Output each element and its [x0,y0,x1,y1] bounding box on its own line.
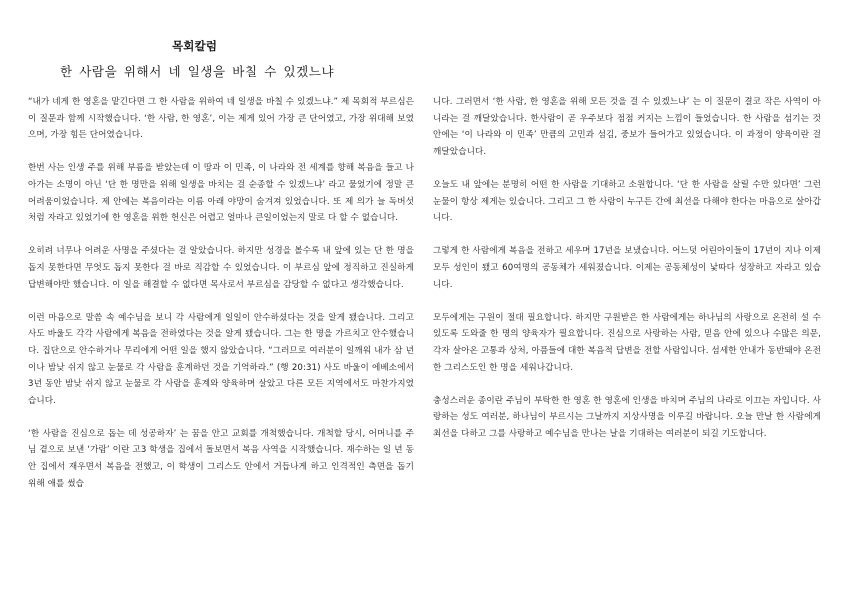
paragraph: 그렇게 한 사람에게 복음을 전하고 세우며 17년을 보냈습니다. 어느덧 어린아이들이 17년이 지나 이제 모두 성인이 됐고 60여명의 공동체가 세워졌습니다. 이제는 공동체성이 낯따다 성장하고 자라고 있습니다. [433,246,821,290]
right-column [433,94,821,442]
left-column [28,94,414,492]
paragraph: 이런 마음으로 말씀 속 예수님을 보니 각 사람에게 일일이 안수하셨다는 것을 알게 됐습니다. 그리고 사도 바울도 각각 사람에게 복음을 전하였다는 것을 알게 됐습니다. 그는 한 명을 가르치고 안수했습니다. 집단으로 안수하거나 무리에게 어떤 일을 했지 않았습니다. “그러므로 여러분이 일깨워 내가 삼 년이나 밤낮 쉬지 않고 눈물로 각 사람을 훈계하던 것을 기억하라.” (행 20:31) 사도 바울이 에베소에서 3년 동안 밤낮 쉬지 않고 눈물로 각 사람을 훈계와 양육하며 살았고 다른 모든 지역에서도 마찬가지였습니다. [28,312,414,406]
paragraph: 모두에게는 구원이 절대 필요합니다. 하지만 구원받은 한 사람에게는 하나님의 사랑으로 온전히 설 수 있도록 도와줄 한 명의 양육자가 필요합니다. 진심으로 사랑하는 사람, 믿음 안에 있으나 수많은 의문, 각자 살아온 고통과 상처, 아픔들에 대한 복음적 답변을 전할 사람입니다. 섬세한 안내가 동반돼야 온전한 그리스도인 한 명을 세워나갑니다. [433,312,821,373]
paragraph: “내가 네게 한 영혼을 맡긴다면 그 한 사람을 위하여 네 일생을 바칠 수 있겠느냐.” 제 목회적 부르심은 이 질문과 함께 시작했습니다. ‘한 사람, 한 영혼’, 이는 제게 있어 가장 큰 단어였고, 가장 위대해 보였으며, 가장 힘든 단어였습니다. [28,97,414,141]
paragraph: 오히려 너무나 어려운 사명을 주셨다는 걸 알았습니다. 하지만 성경을 볼수록 내 앞에 있는 단 한 명을 돕지 못한다면 무엇도 돕지 못한다 걸 바로 직감할 수 있었습니다. 이 부르심 앞에 정직하고 진실하게 답변해야만 했습니다. 이 일을 해결할 수 없다면 목사로서 부르심을 감당할 수 없다고 생각했습니다. [28,246,414,290]
paragraph: ‘한 사람을 진심으로 돕는 데 성공하자’ 는 꿈을 안고 교회를 개척했습니다. 개척할 당시, 어머니를 주님 곁으로 보낸 ‘가람’ 이란 고3 학생을 집에서 돌보면서 복음 사역을 시작했습니다. 재수하는 일 년 동안 집에서 재우면서 복음을 전했고, 이 학생이 그리스도 안에서 거듭나게 하고 인격적인 측면을 돕기 위해 애를 썼습 [28,428,414,489]
page-title: 한 사람을 위해서 네 일생을 바칠 수 있겠느냐 [60,64,335,79]
paragraph: 한번 사는 인생 주를 위해 부름을 받았는데 이 땅과 이 민족, 이 나라와 전 세계를 향해 복음을 들고 나아가는 소명이 아닌 ‘단 한 명만을 위해 일생을 바치는 걸 순종할 수 있겠느냐’ 라고 물었기에 정말 큰 어려움이었습니다. 제 안에는 복음이라는 이름 아래 야망이 숨겨져 있었습니다. 또 제 의가 늘 독버섯처럼 자라고 있었기에 한 영혼을 위한 헌신은 어렵고 얼마나 큰일이었는지 말로 다 할 수 없습니다. [28,163,414,224]
paragraph: 오늘도 내 앞에는 분명히 어떤 한 사람을 기대하고 소원합니다. ‘단 한 사람을 살릴 수만 있다면’ 그런 눈물이 항상 제게는 있습니다. 그리고 그 한 사람이 누구든 간에 최선을 다해야 한다는 마음으로 살아갑니다. [433,179,821,224]
paragraph: 충성스러운 종이란 주님이 부탁한 한 영혼 한 영혼에 인생을 바치며 주님의 나라로 이끄는 자입니다. 사랑하는 성도 여러분, 하나님이 부르시는 그날까지 지상사명을 이루길 바랍니다. 오늘 만날 한 사람에게 최선을 다하고 그를 사랑하고 예수님을 만나는 날을 기대하는 여러분이 되길 기도합니다. [433,395,821,439]
section-label: 목회칼럼 [172,39,218,53]
paragraph: 니다. 그러면서 ‘한 사람, 한 영혼을 위해 모든 것을 걸 수 있겠느냐’ 는 이 질문이 결코 작은 사역이 아니라는 걸 깨달았습니다. 한사람이 곧 우주보다 점점 커지는 느낌이 들었습니다. 한 사람을 섬기는 것 안에는 ‘이 나라와 이 민족’ 만큼의 고민과 섬김, 중보가 들어가고 있었습니다. 이 과정이 양육이란 걸 깨달았습니다. [433,97,821,157]
